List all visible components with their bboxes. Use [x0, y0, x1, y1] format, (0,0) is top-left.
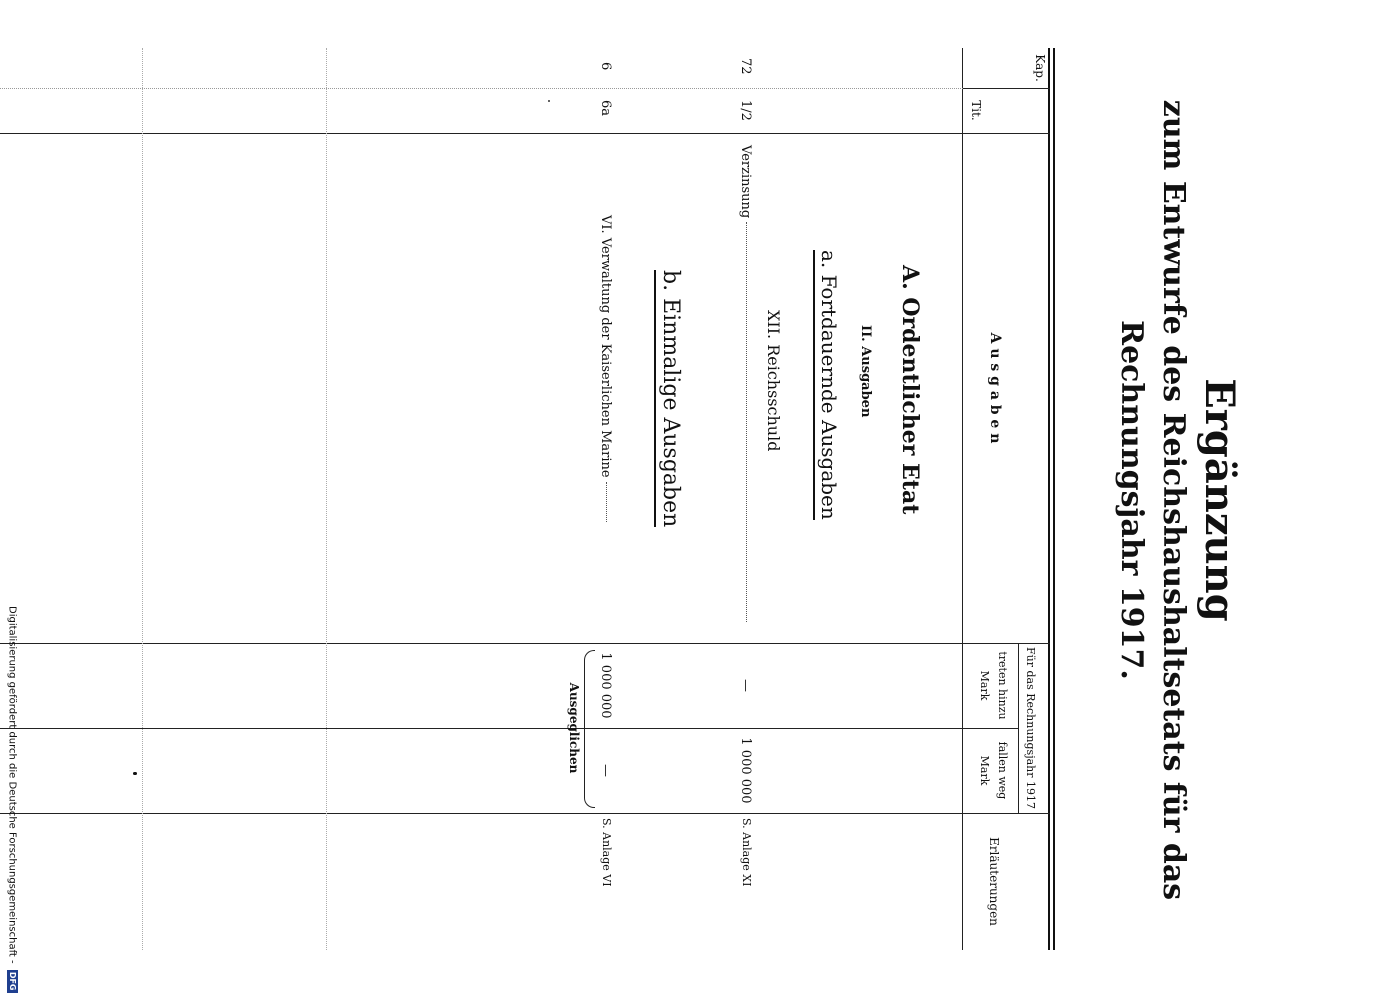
header-fuer-jahr: Für das Rechnungsjahr 1917	[1024, 647, 1037, 809]
ausgeglichen-label: Ausgeglichen	[567, 682, 581, 774]
row1-treten-hinzu: —	[738, 679, 753, 692]
header-erlaeuterungen: Erläuterungen	[987, 837, 1001, 926]
section-ii-ausgaben: II. Ausgaben	[858, 325, 873, 418]
row2-text	[598, 215, 613, 635]
dfg-footer-text: Digitalisierung gefördert durch die Deutsche Forschungsgemeinschaft -	[6, 606, 18, 964]
table-top-rule	[1053, 48, 1055, 950]
dfg-logo: DFG	[8, 971, 17, 991]
row1-text-label: Verzinsung	[738, 145, 753, 219]
row1-erlaeuterung: S. Anlage XI	[740, 818, 753, 887]
row1-text	[738, 145, 753, 635]
dfg-footer-inner	[7, 606, 19, 993]
col-sep-ausgaben-hinzu	[0, 643, 1050, 644]
faint-vertical-1	[0, 88, 963, 89]
table-top-rule-2	[1048, 48, 1050, 950]
ausgeglichen-brace	[584, 650, 595, 808]
row2-treten-hinzu: 1 000 000	[598, 652, 613, 719]
header-tit: Tit.	[969, 100, 983, 121]
row2-kap: 6	[598, 62, 613, 71]
section-xii-reichsschuld: XII. Reichsschuld	[764, 310, 783, 452]
row1-leader-dots	[746, 222, 747, 622]
section-fortdauernde-ausgaben: a. Fortdauernde Ausgaben	[813, 250, 841, 520]
col-sep-weg-erl	[0, 813, 1050, 814]
title-line1: Ergänzung	[1196, 378, 1243, 622]
header-bottom-rule	[962, 48, 963, 950]
header-kap: Kap.	[1033, 54, 1047, 82]
title-line2: zum Entwurfe des Reichshaushaltsetats für das	[1156, 99, 1191, 901]
row2-text-label: VI. Verwaltung der Kaiserlichen Marine	[598, 215, 613, 478]
header-mark-1: Mark	[978, 670, 991, 701]
faint-rule-1	[326, 48, 327, 950]
row2-leader-dots	[606, 482, 607, 522]
scan-speck	[133, 772, 137, 775]
faint-rule-2	[142, 48, 143, 950]
row1-fallen-weg: 1 000 000	[738, 737, 753, 804]
section-einmalige-ausgaben: b. Einmalige Ausgaben	[654, 270, 683, 527]
section-ordentlicher-etat: A. Ordentlicher Etat	[897, 265, 923, 515]
header-ausgaben: A u s g a b e n	[987, 332, 1003, 444]
dfg-footer	[0, 0, 18, 1000]
row2-fallen-weg: —	[598, 764, 613, 777]
row2-erlaeuterung: S. Anlage VI	[600, 818, 613, 887]
scan-speck-2	[548, 100, 550, 102]
row1-tit: 1/2	[738, 100, 753, 121]
col-sep-tit-ausgaben	[0, 133, 1050, 134]
col-sep-hinzu-weg	[0, 728, 1019, 729]
header-treten-hinzu: treten hinzu	[996, 651, 1009, 720]
header-mark-2: Mark	[978, 755, 991, 786]
row1-kap: 72	[738, 58, 753, 75]
subheader-rule	[1018, 643, 1019, 813]
row2-tit: 6a	[598, 100, 613, 117]
title-line3: Rechnungsjahr 1917.	[1114, 320, 1149, 680]
header-fallen-weg: fallen weg	[996, 741, 1009, 800]
